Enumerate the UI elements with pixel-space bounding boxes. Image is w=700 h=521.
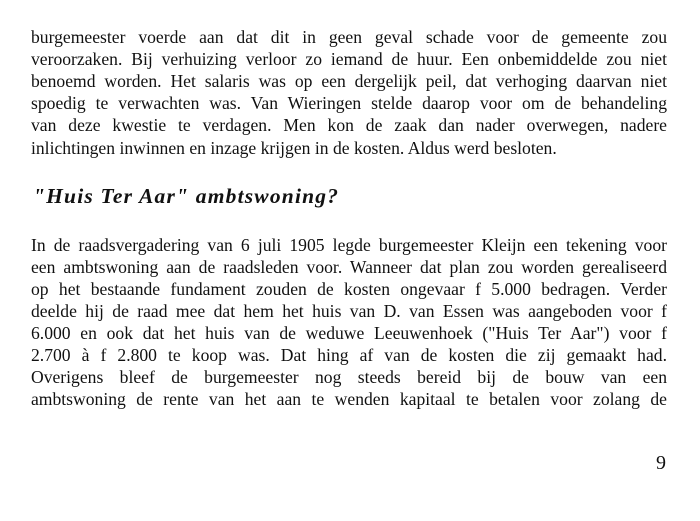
- paragraph-line: veroorzaken. Bij verhuizing verloor zo iemand de huur. Een onbemiddelde zou niet: [31, 49, 667, 69]
- section-heading: "Huis Ter Aar" ambtswoning?: [33, 184, 340, 208]
- paragraph-line: van deze kwestie te verdagen. Men kon de zaak dan nader overwegen, nadere: [31, 115, 667, 135]
- paragraph-line: deelde hij de raad mee dat hem het huis van D. van Essen was aangeboden voor f: [31, 301, 667, 321]
- paragraph-line: burgemeester voerde aan dat dit in geen geval schade voor de gemeente zou: [31, 27, 667, 47]
- paragraph-line: benoemd worden. Het salaris was op een dergelijk peil, dat verhoging daarvan niet: [31, 71, 667, 91]
- paragraph-line: In de raadsvergadering van 6 juli 1905 legde burgemeester Kleijn een tekening voor: [31, 235, 667, 255]
- paragraph-line: ambtswoning de rente van het aan te wenden kapitaal te betalen voor zolang de: [31, 389, 667, 409]
- paragraph-line: spoedig te verwachten was. Van Wieringen stelde daarop voor om de behandeling: [31, 93, 667, 113]
- paragraph-line: Overigens bleef de burgemeester nog steeds bereid bij de bouw van een: [31, 367, 667, 387]
- paragraph-line: inlichtingen inwinnen en inzage krijgen in de kosten. Aldus werd besloten.: [31, 138, 557, 158]
- paragraph-line: 2.700 à f 2.800 te koop was. Dat hing af van de kosten die zij gemaakt had.: [31, 345, 667, 365]
- paragraph-line: 6.000 en ook dat het huis van de weduwe Leeuwenhoek ("Huis Ter Aar") voor f: [31, 323, 667, 343]
- paragraph-line: een ambtswoning aan de raadsleden voor. Wanneer dat plan zou worden gerealiseerd: [31, 257, 667, 277]
- page-number: 9: [656, 452, 666, 474]
- paragraph-line: op het bestaande fundament zouden de kosten ongevaar f 5.000 bedragen. Verder: [31, 279, 667, 299]
